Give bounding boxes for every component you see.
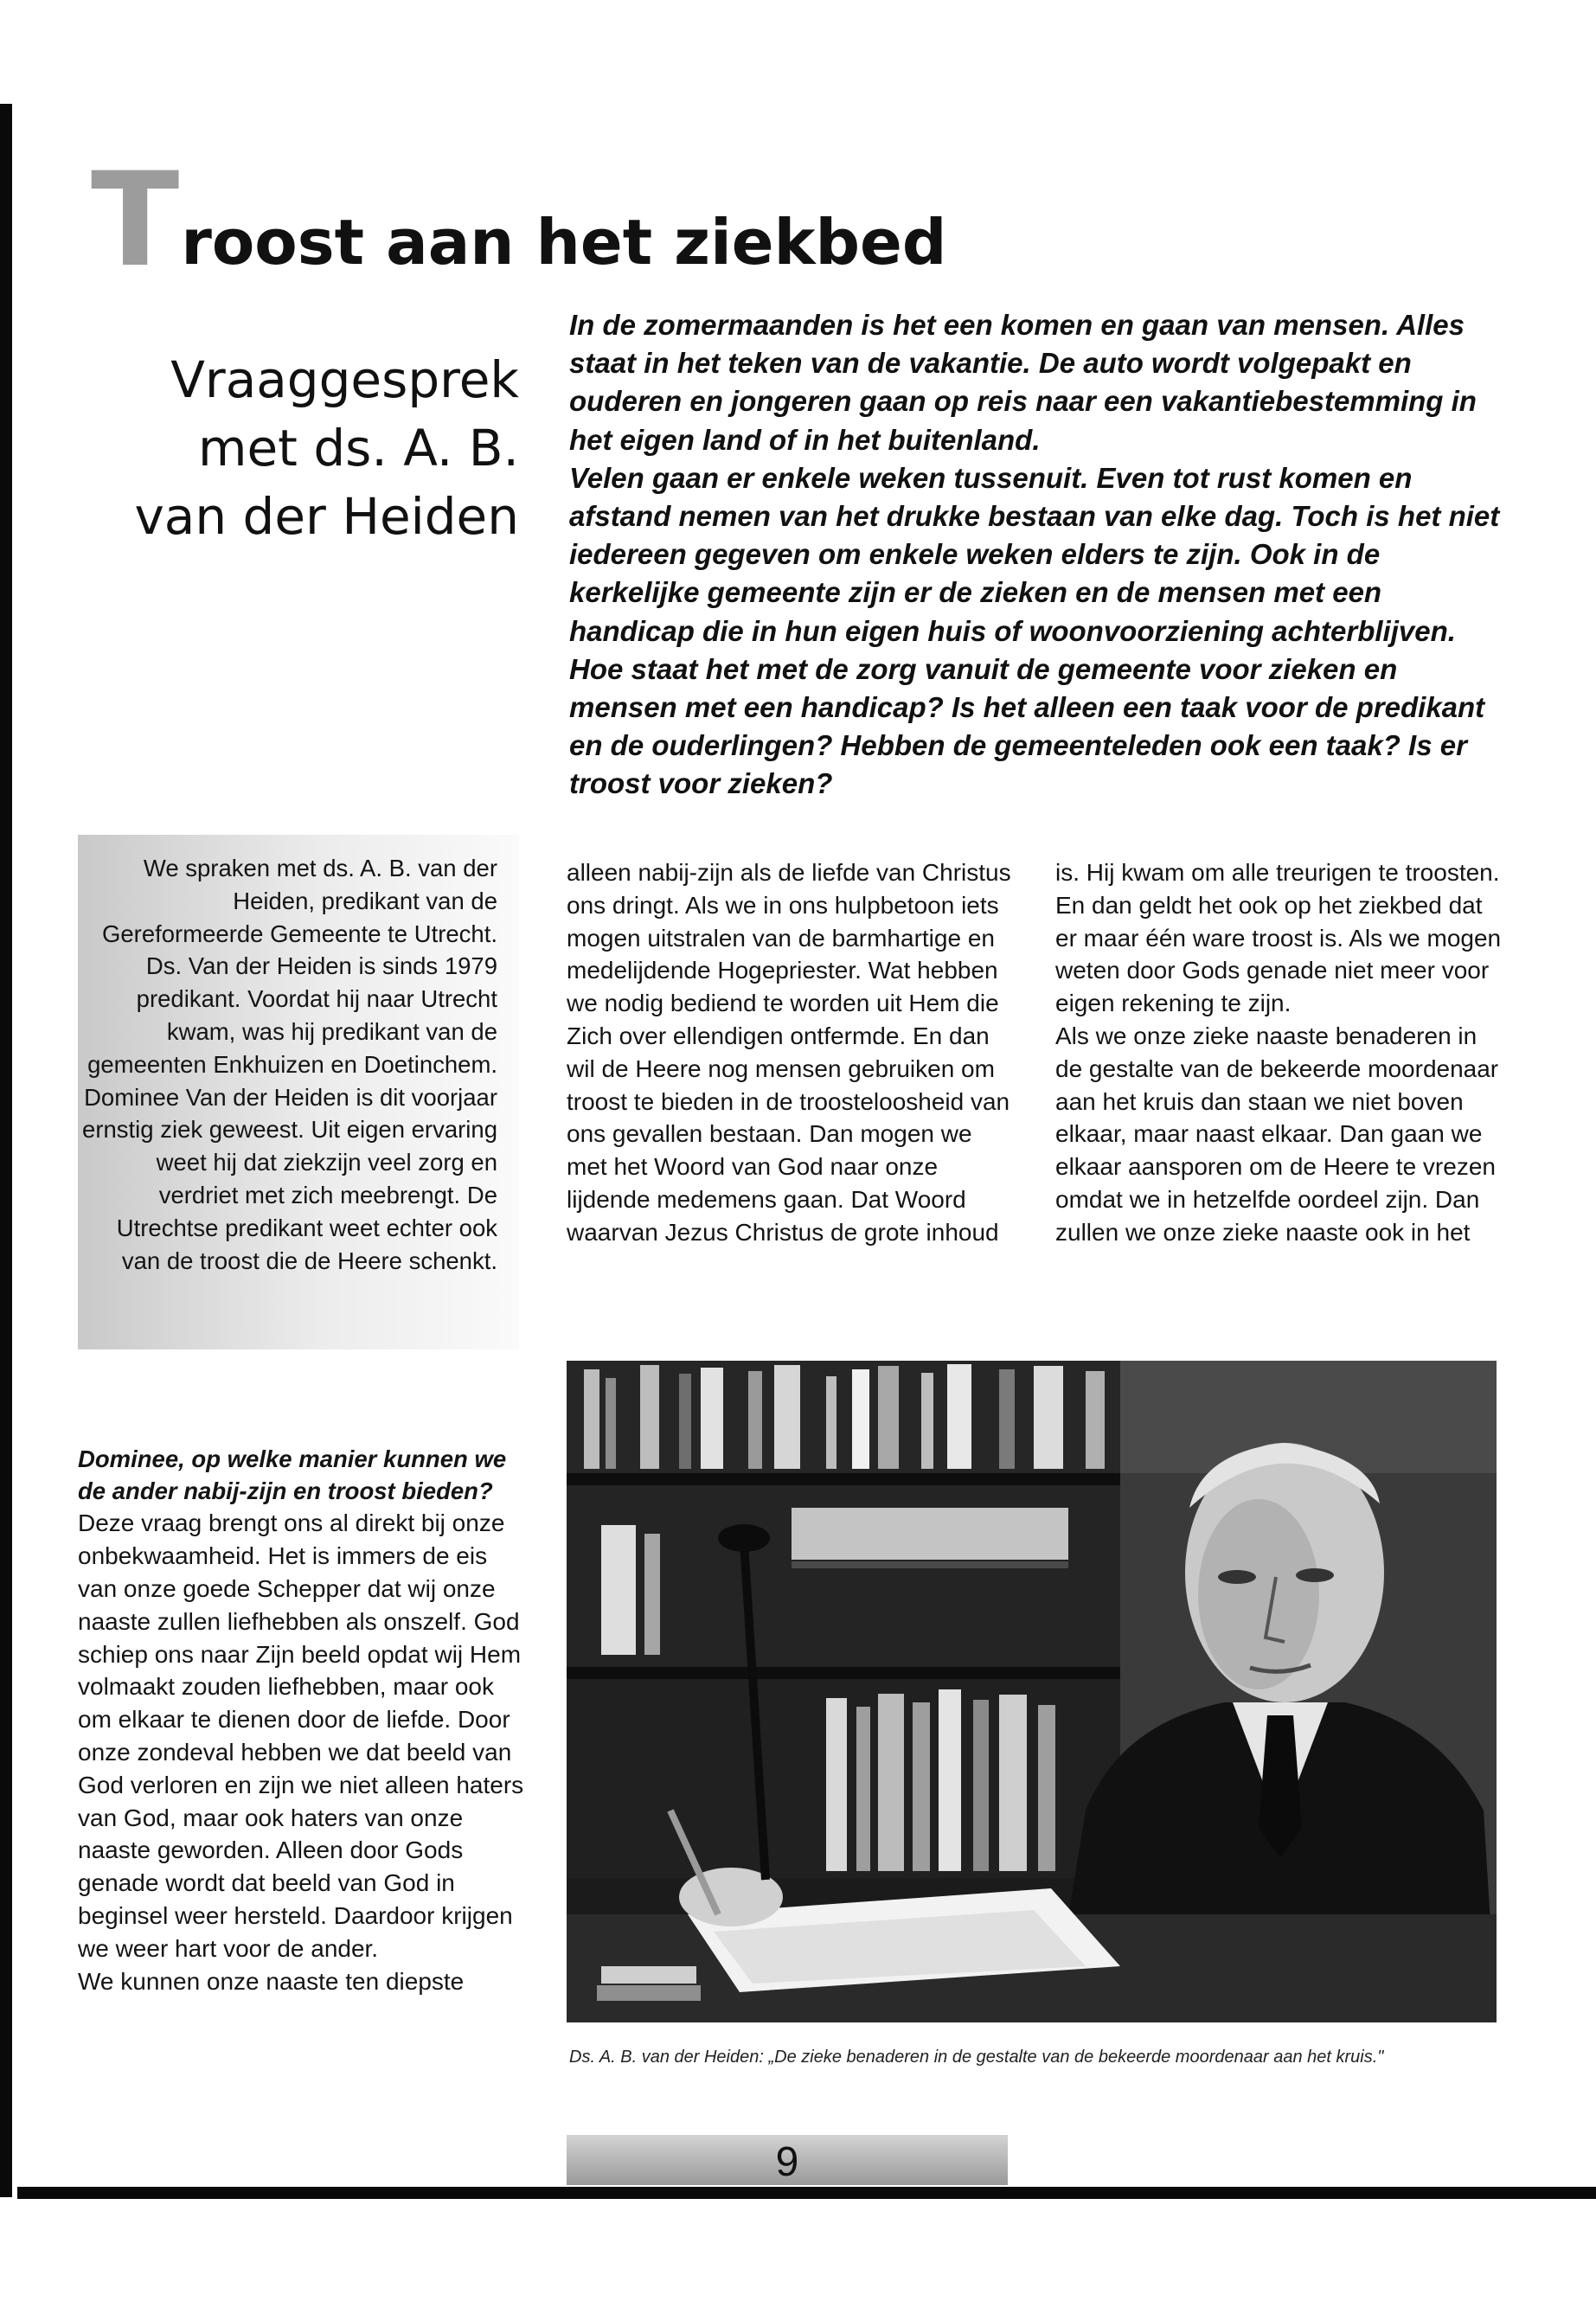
intro-paragraph: In de zomermaanden is het een komen en gaan van mensen. Alles staat in het teken van de vakantie. De auto wordt volgepakt en ouderen en jongeren gaan op reis naar een vakantiebestemming in het eigen land of in het buitenland. (569, 309, 1477, 456)
article-subtitle (52, 346, 519, 551)
article-intro (569, 306, 1503, 804)
title-initial-letter: T (91, 145, 180, 296)
portrait-photo-illustration (567, 1361, 1497, 2022)
body-paragraph: Deze vraag brengt ons al direkt bij onze onbekwaamheid. Het is immers de eis van onze goede Schepper dat wij onze naaste zullen liefhebben als onszelf. God schiep ons naar Zijn beeld opdat wij Hem volmaakt zouden liefhebben, maar ook om elkaar te dienen door de liefde. Door onze zondeval hebben we dat beeld van God verloren en zijn we niet alleen haters van God, maar ook haters van onze naaste geworden. Alleen door Gods genade wordt dat beeld van God in beginsel weer hersteld. Daardoor krijgen we weer hart voor de ander. (78, 1509, 524, 1962)
page-number-box (567, 2135, 1008, 2185)
subtitle-line: Vraaggesprek (170, 350, 519, 409)
subtitle-line: van der Heiden (134, 487, 519, 546)
interview-question: Dominee, op welke manier kunnen we de ander nabij-zijn en troost bieden? (78, 1445, 507, 1505)
body-paragraph: Als we onze zieke naaste benaderen in de gestalte van de bekeerde moordenaar aan het kruis dan staan we niet boven elkaar, maar naast elkaar. Dan gaan we elkaar aansporen om de Heere te vrezen omdat we in hetzelfde oordeel zijn. Dan zullen we onze zieke naaste ook in het (1055, 1022, 1499, 1246)
portrait-photo (567, 1361, 1497, 2022)
scan-edge-bottom (17, 2187, 1596, 2199)
column-right (1055, 856, 1509, 1249)
scan-edge-left (0, 104, 12, 2197)
photo-caption: Ds. A. B. van der Heiden: „De zieke benaderen in de gestalte van de bekeerde moordenaar aan het kruis." (569, 2048, 1384, 2067)
intro-paragraph: Hoe staat het met de zorg vanuit de gemeente voor zieken en mensen met een handicap? Is het alleen een taak voor de predikant en de ouderlingen? Hebben de gemeenteleden ook een taak? Is er troost voor zieken? (569, 652, 1485, 800)
column-middle (567, 856, 1016, 1249)
title-text: roost aan het ziekbed (181, 206, 947, 279)
subtitle-line: met ds. A. B. (197, 419, 519, 478)
column-left (78, 1443, 528, 1997)
body-paragraph: alleen nabij-zijn als de liefde van Christus ons dringt. Als we in ons hulpbetoon iets mogen uitstralen van de barmhartige en medelijdende Hogepriester. Wat hebben we nodig bediend te worden uit Hem die Zich over ellendigen ontfermde. En dan wil de Heere nog mensen gebruiken om troost te bieden in de troosteloosheid van ons gevallen bestaan. Dan mogen we met het Woord van God naar onze lijdende medemens gaan. Dat Woord waarvan Jezus Christus de grote inhoud (567, 859, 1011, 1246)
body-paragraph: We kunnen onze naaste ten diepste (78, 1967, 465, 1995)
intro-sidebar-box (78, 835, 519, 1349)
page-number: 9 (775, 2139, 799, 2185)
sidebar-text: We spraken met ds. A. B. van der Heiden, predikant van de Gereformeerde Gemeente te Utrecht. Ds. Van der Heiden is sinds 1979 predikant. Voordat hij naar Utrecht kwam, was hij predikant van de gemeenten Enkhuizen en Doetinchem. Dominee Van der Heiden is dit voorjaar ernstig ziek geweest. Uit eigen ervaring weet hij dat ziekzijn veel zorg en verdriet met zich meebrengt. De Utrechtse predikant weet echter ook van de troost die de Heere schenkt. (82, 855, 497, 1274)
article-title (91, 145, 947, 296)
intro-paragraph: Velen gaan er enkele weken tussenuit. Even tot rust komen en afstand nemen van het drukke bestaan van elke dag. Toch is het niet iedereen gegeven om enkele weken elders te zijn. Ook in de kerkelijke gemeente zijn er de zieken en de mensen met een handicap die in hun eigen huis of woonvoorziening achterblijven. (569, 461, 1500, 647)
body-paragraph: is. Hij kwam om alle treurigen te troosten. En dan geldt het ook op het ziekbed dat er maar één ware troost is. Als we mogen weten door Gods genade niet meer voor eigen rekening te zijn. (1055, 859, 1502, 1017)
